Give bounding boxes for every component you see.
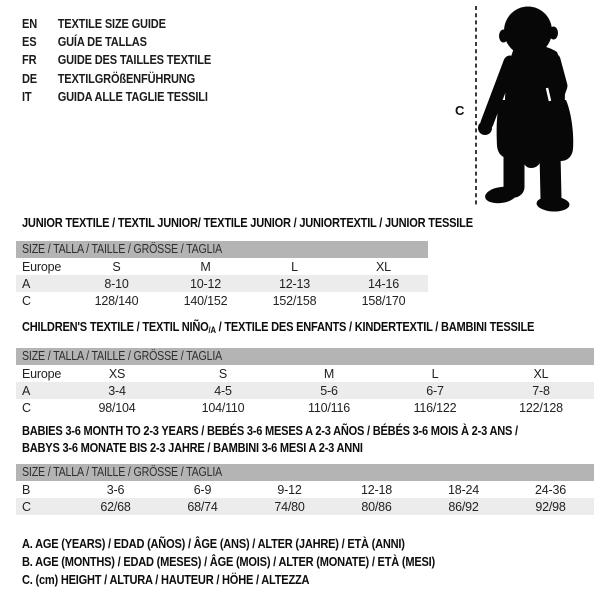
table-row-c xyxy=(16,292,428,309)
row-label: Europe xyxy=(22,366,62,381)
size-header-bar xyxy=(16,348,594,365)
size-cell: M xyxy=(200,259,211,274)
language-label: GUIDA ALLE TAGLIE TESSILI xyxy=(57,89,208,105)
age-cell: 4-5 xyxy=(214,383,232,398)
size-header-label: SIZE / TALLA / TAILLE / GRÖSSE / TAGLIA xyxy=(22,349,223,363)
table-row-a xyxy=(16,382,594,399)
language-label: GUIDE DES TAILLES TEXTILE xyxy=(57,52,212,68)
age-cell: 18-24 xyxy=(448,482,479,497)
height-cell: 104/110 xyxy=(201,400,245,415)
row-label: A xyxy=(22,276,31,291)
age-cell: 8-10 xyxy=(104,276,129,291)
legend-line-a: A. AGE (YEARS) / EDAD (AÑOS) / ÂGE (ANS) / ALTER (JAHRE) / ETÀ (ANNI) xyxy=(22,536,405,551)
toddler-silhouette-icon xyxy=(478,7,573,213)
title-part: / TEXTILE DES ENFANTS / KINDERTEXTIL / BAMBINI TESSILE xyxy=(215,319,535,334)
size-header-bar xyxy=(16,464,594,481)
size-cell: M xyxy=(323,366,335,381)
height-cell: 74/80 xyxy=(274,499,305,514)
size-cell: L xyxy=(291,259,298,274)
age-cell: 10-12 xyxy=(190,276,221,291)
size-header-bar xyxy=(16,241,428,258)
height-cell: 68/74 xyxy=(187,499,218,514)
legend-line-c: C. (cm) HEIGHT / ALTURA / HAUTEUR / HÖHE / ALTEZZA xyxy=(22,572,310,587)
age-cell: 6-9 xyxy=(193,482,212,497)
row-label: A xyxy=(22,383,31,398)
table-row-b xyxy=(16,481,594,498)
table-row-europe xyxy=(16,365,594,382)
table-row-c xyxy=(16,498,594,515)
toddler-silhouette-figure xyxy=(470,2,600,214)
age-cell: 5-6 xyxy=(320,383,338,398)
height-marker-label: C xyxy=(455,103,465,118)
legend-line-b: B. AGE (MONTHS) / EDAD (MESES) / ÂGE (MOIS) / ALTER (MONATE) / ETÀ (MESI) xyxy=(22,554,435,569)
height-cell: 98/104 xyxy=(98,400,136,415)
age-cell: 24-36 xyxy=(535,482,566,497)
height-cell: 110/116 xyxy=(308,400,350,415)
row-label: C xyxy=(22,293,31,308)
language-code: DE xyxy=(22,70,38,86)
language-label: GUÍA DE TALLAS xyxy=(57,34,147,50)
language-label: TEXTILE SIZE GUIDE xyxy=(57,15,166,31)
height-cell: 158/170 xyxy=(361,293,406,308)
table-row-a xyxy=(16,275,428,292)
age-cell: 12-18 xyxy=(361,482,392,497)
table-title-children xyxy=(22,319,534,335)
title-line-1: BABIES 3-6 MONTH TO 2-3 YEARS / BEBÉS 3-6 MESES A 2-3 AÑOS / BÉBÉS 3-6 MOIS À 2-3 ANS / xyxy=(22,423,518,438)
height-cell: 62/68 xyxy=(100,499,131,514)
age-cell: 3-6 xyxy=(106,482,125,497)
language-code: ES xyxy=(22,34,37,50)
size-header-label: SIZE / TALLA / TAILLE / GRÖSSE / TAGLIA xyxy=(22,242,223,256)
age-cell: 7-8 xyxy=(532,383,550,398)
row-label: Europe xyxy=(22,259,62,274)
height-cell: 152/158 xyxy=(272,293,317,308)
age-cell: 3-4 xyxy=(108,383,126,398)
size-cell: XL xyxy=(533,366,549,381)
size-table-junior xyxy=(16,241,428,309)
table-title-junior: JUNIOR TEXTILE / TEXTIL JUNIOR/ TEXTILE JUNIOR / JUNIORTEXTIL / JUNIOR TESSILE xyxy=(22,215,473,230)
size-cell: XL xyxy=(376,259,391,274)
size-table-children xyxy=(16,348,594,416)
language-code: FR xyxy=(22,52,37,68)
language-code: IT xyxy=(22,89,32,105)
language-title-list xyxy=(22,14,211,106)
language-row-fr xyxy=(22,51,211,69)
age-cell: 6-7 xyxy=(426,383,444,398)
age-cell: 14-16 xyxy=(368,276,399,291)
table-row-c xyxy=(16,399,594,416)
language-code: EN xyxy=(22,15,38,31)
language-label: TEXTILGRÖßENFÜHRUNG xyxy=(57,70,196,86)
row-label: C xyxy=(22,499,31,514)
size-table-babies xyxy=(16,464,594,515)
size-cell: S xyxy=(112,259,121,274)
language-row-it xyxy=(22,88,211,106)
title-line-2: BABYS 3-6 MONATE BIS 2-3 JAHRE / BAMBINI 3-6 MESI A 2-3 ANNI xyxy=(22,439,363,455)
language-row-es xyxy=(22,32,211,50)
language-row-en xyxy=(22,14,211,32)
table-title-babies xyxy=(22,423,518,456)
table-row-europe xyxy=(16,258,428,275)
language-row-de xyxy=(22,69,211,87)
height-cell: 128/140 xyxy=(94,293,139,308)
row-label: B xyxy=(22,482,31,497)
height-cell: 92/98 xyxy=(535,499,566,514)
age-cell: 9-12 xyxy=(277,482,302,497)
height-cell: 116/122 xyxy=(413,400,457,415)
size-cell: XS xyxy=(108,366,126,381)
size-header-label: SIZE / TALLA / TAILLE / GRÖSSE / TAGLIA xyxy=(22,465,223,479)
legend xyxy=(22,535,435,589)
height-cell: 140/152 xyxy=(183,293,228,308)
size-cell: L xyxy=(431,366,439,381)
title-subscript: /A xyxy=(208,325,216,335)
height-cell: 86/92 xyxy=(448,499,479,514)
height-cell: 122/128 xyxy=(519,400,563,415)
size-cell: S xyxy=(218,366,228,381)
height-cell: 80/86 xyxy=(361,499,392,514)
title-part: CHILDREN'S TEXTILE / TEXTIL NIÑO xyxy=(22,319,209,334)
age-cell: 12-13 xyxy=(279,276,310,291)
row-label: C xyxy=(22,400,31,415)
